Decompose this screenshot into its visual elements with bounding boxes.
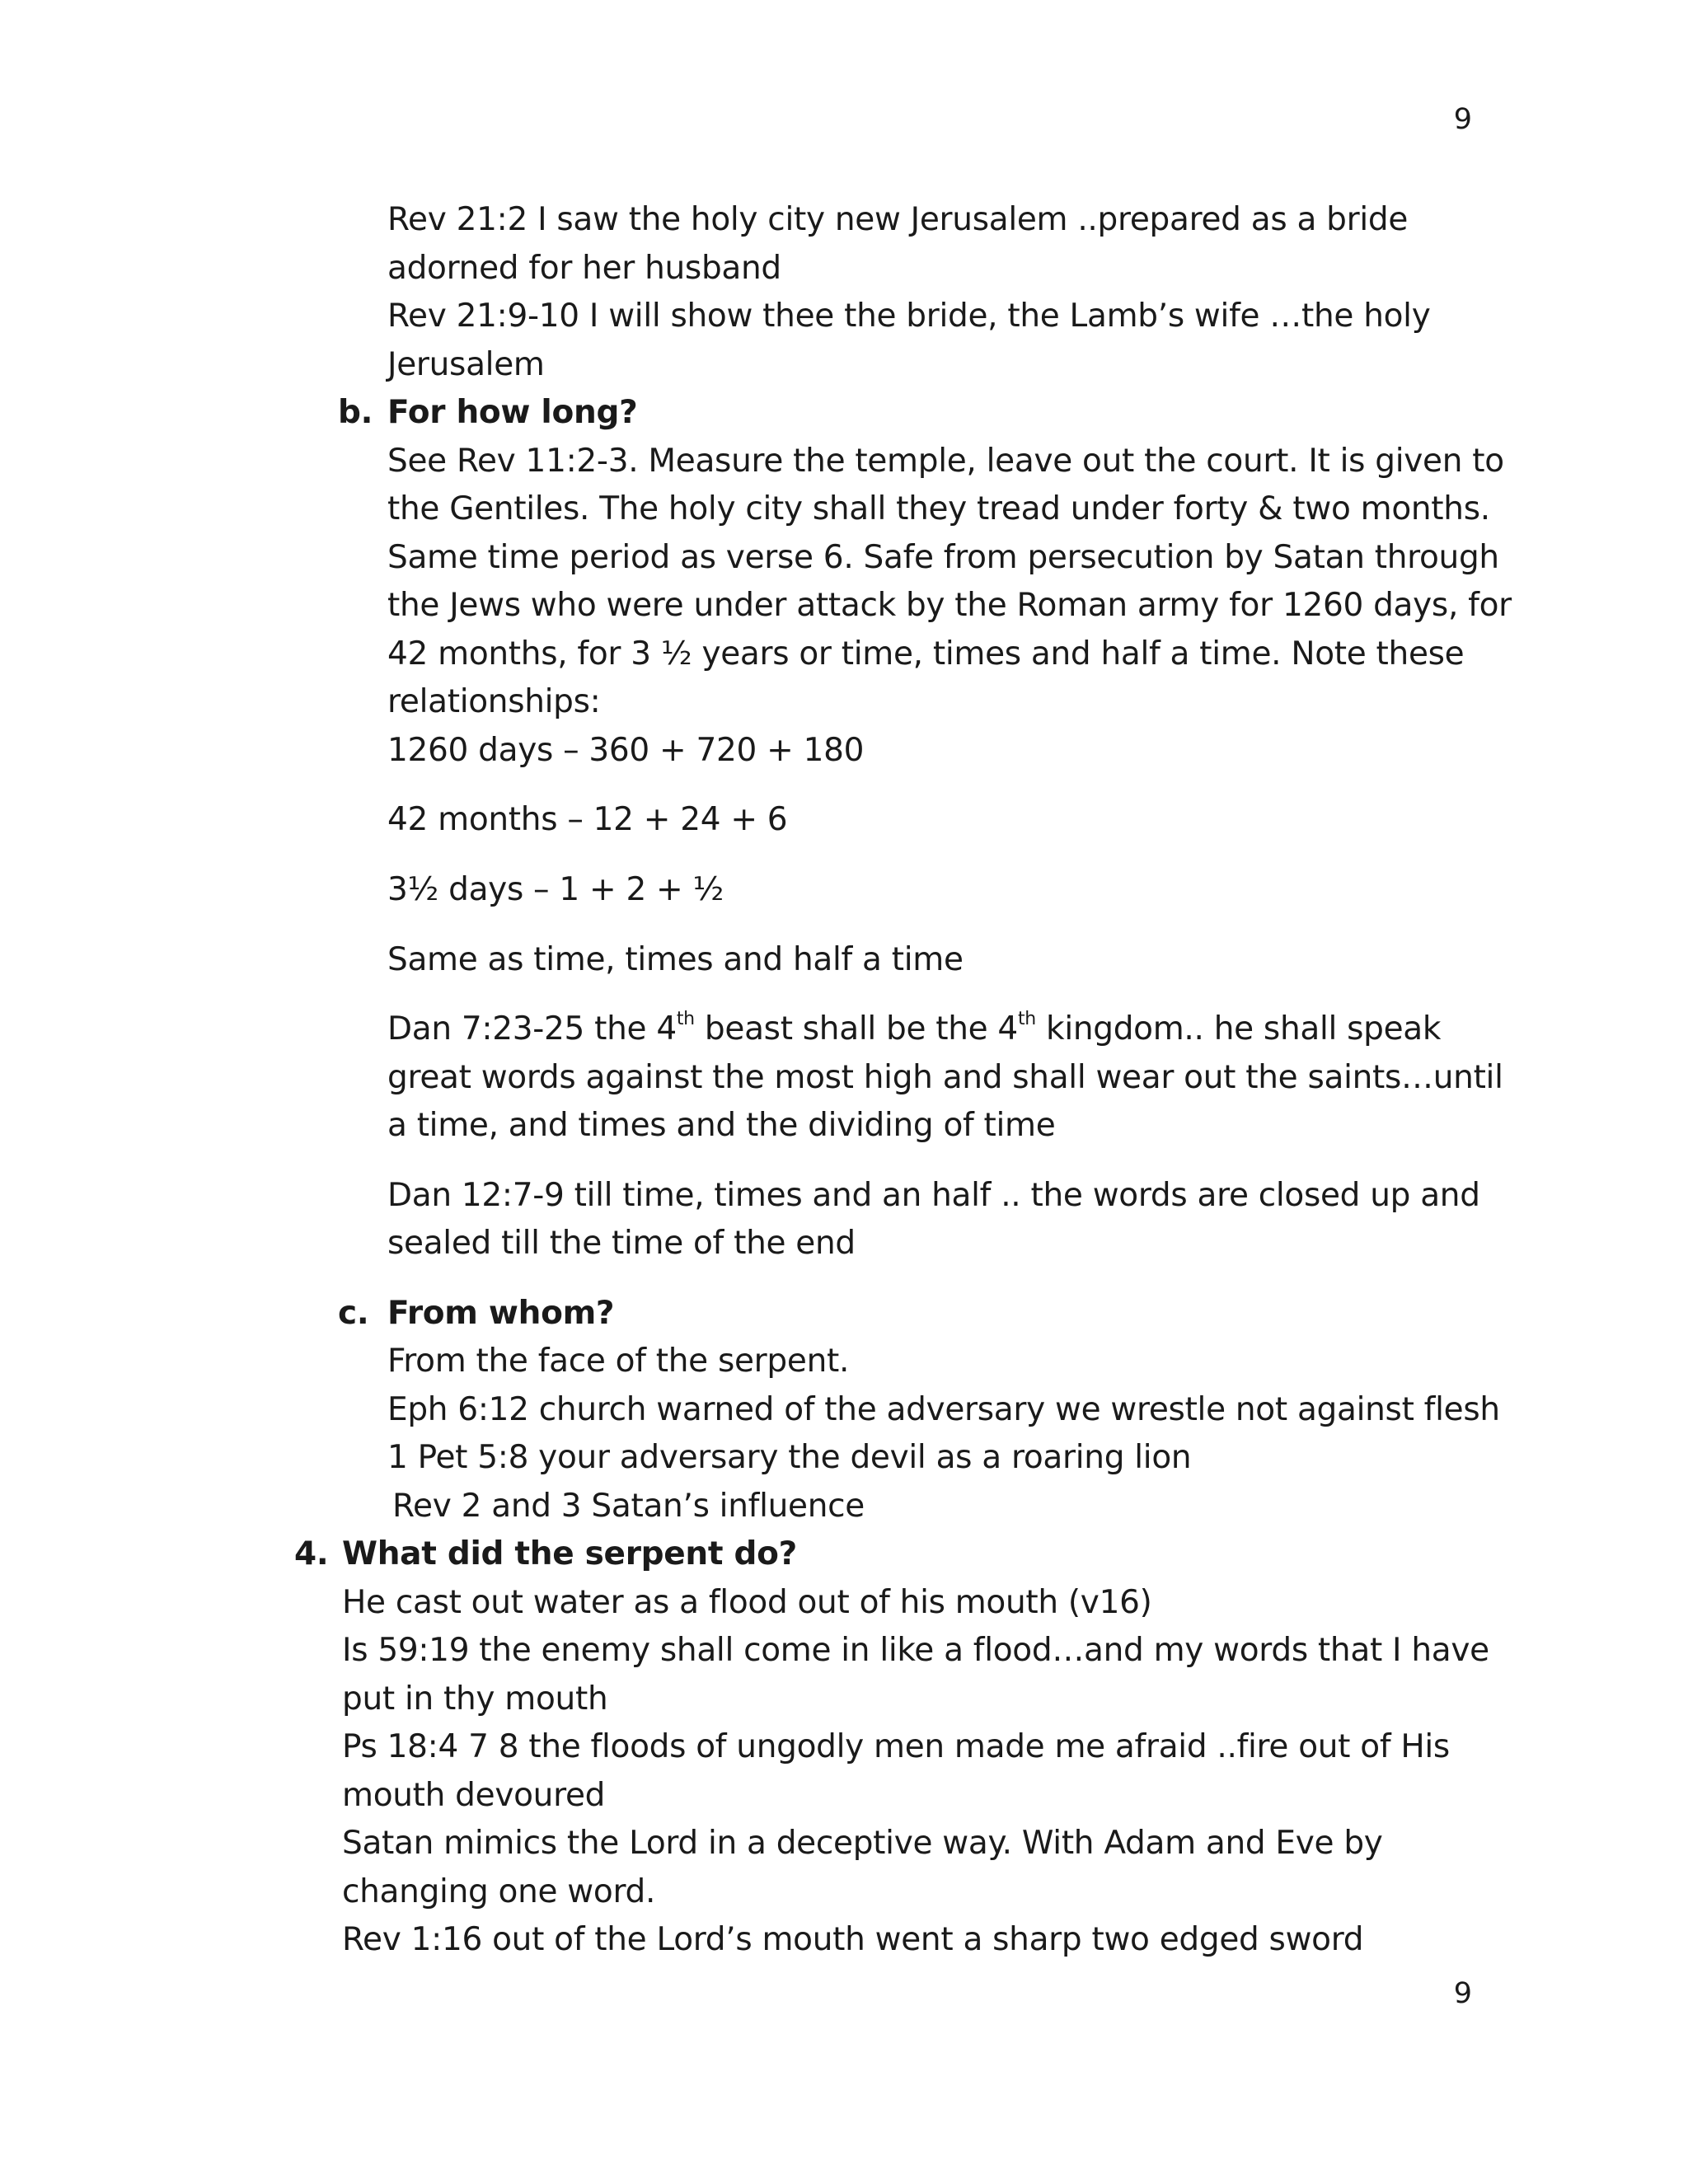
text-line: Rev 1:16 out of the Lord’s mouth went a sharp two edged sword	[342, 1921, 1364, 1958]
text-line: From the face of the serpent.	[387, 1343, 850, 1380]
text-line: Same as time, times and half a time	[387, 941, 964, 978]
text-line: 42 months – 12 + 24 + 6	[387, 801, 788, 838]
superscript: th	[676, 1009, 695, 1029]
section-heading-for-how-long: For how long?	[387, 394, 638, 431]
text-line: Rev 2 and 3 Satan’s influence	[392, 1488, 865, 1525]
text-line: put in thy mouth	[342, 1680, 608, 1718]
text-line: the Jews who were under attack by the Roman army for 1260 days, for	[387, 587, 1512, 624]
list-marker-4: 4.	[294, 1535, 329, 1572]
text-line: mouth devoured	[342, 1777, 606, 1814]
text-line: relationships:	[387, 683, 601, 720]
text-line: He cast out water as a flood out of his mouth (v16)	[342, 1584, 1152, 1621]
text-line: Satan mimics the Lord in a deceptive way. With Adam and Eve by	[342, 1825, 1383, 1862]
page-number-top: 9	[1453, 103, 1472, 136]
text-line: Ps 18:4 7 8 the floods of ungodly men made me afraid ..fire out of His	[342, 1728, 1450, 1765]
section-heading-serpent: What did the serpent do?	[342, 1535, 797, 1572]
text-line: a time, and times and the dividing of time	[387, 1107, 1056, 1144]
list-marker-c: c.	[338, 1295, 369, 1332]
text-line	[387, 1005, 1441, 1053]
text-line: 1 Pet 5:8 your adversary the devil as a roaring lion	[387, 1439, 1192, 1476]
text-line: the Gentiles. The holy city shall they tread under forty & two months.	[387, 490, 1490, 527]
text-line: great words against the most high and shall wear out the saints…until	[387, 1059, 1503, 1096]
text-fragment: kingdom.. he shall speak	[1035, 1010, 1442, 1047]
text-fragment: beast shall be the 4	[694, 1010, 1018, 1047]
text-line: Jerusalem	[387, 346, 545, 383]
text-line: Dan 12:7-9 till time, times and an half .. the words are closed up and	[387, 1177, 1480, 1214]
section-heading-from-whom: From whom?	[387, 1295, 615, 1332]
text-line: changing one word.	[342, 1873, 656, 1910]
text-line: Same time period as verse 6. Safe from persecution by Satan through	[387, 539, 1499, 576]
superscript: th	[1017, 1009, 1036, 1029]
text-line: Eph 6:12 church warned of the adversary we wrestle not against flesh	[387, 1391, 1500, 1428]
text-fragment: Dan 7:23-25 the 4	[387, 1010, 677, 1047]
text-line: adorned for her husband	[387, 250, 781, 287]
list-marker-b: b.	[338, 394, 373, 431]
text-line: 3½ days – 1 + 2 + ½	[387, 871, 724, 908]
text-line: Is 59:19 the enemy shall come in like a flood…and my words that I have	[342, 1632, 1489, 1669]
text-line: 1260 days – 360 + 720 + 180	[387, 732, 865, 769]
text-line: sealed till the time of the end	[387, 1225, 856, 1262]
text-line: Rev 21:2 I saw the holy city new Jerusalem ..prepared as a bride	[387, 201, 1409, 238]
text-line: 42 months, for 3 ½ years or time, times and half a time. Note these	[387, 635, 1465, 673]
text-line: Rev 21:9-10 I will show thee the bride, the Lamb’s wife …the holy	[387, 298, 1431, 335]
text-line: See Rev 11:2-3. Measure the temple, leave out the court. It is given to	[387, 443, 1504, 480]
page-number-bottom: 9	[1453, 1977, 1472, 2010]
